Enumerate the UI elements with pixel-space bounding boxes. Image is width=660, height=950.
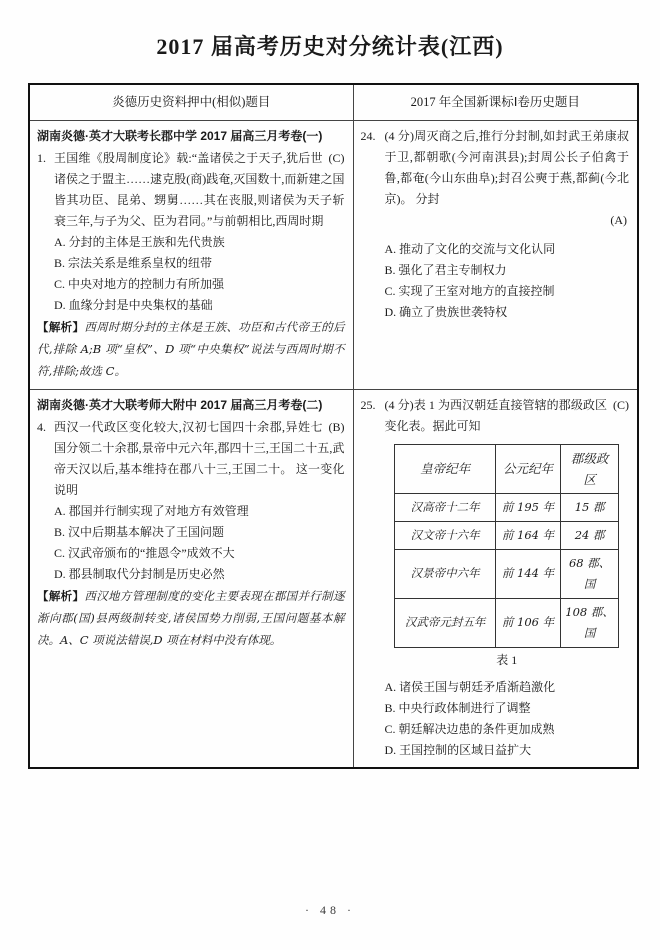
option-c: C. 实现了王室对地方的直接控制 [384,283,555,298]
inner-header-region-count: 郡级政区 [560,444,618,493]
table-cell: 前 144 年 [496,549,561,598]
analysis-label: 【解析】 [37,590,85,603]
option-b: B. 中央行政体制进行了调整 [384,700,531,715]
analysis-block [37,317,345,383]
question-text-content: (4 分)表 1 为西汉朝廷直接管辖的郡级政区变化表。据此可知 [384,397,607,433]
answer-key: (A) [610,212,627,227]
analysis-text: 西汉地方管理制度的变化主要表现在郡国并行制逐渐向郡(国)县两级制转变,诸侯国势力削弱,王国问题基本解决。A、C 项说法错误,D 项在材料中没有体现。 [37,588,345,647]
question-text-content: (4 分)周灭商之后,推行分封制,如封武王弟康叔于卫,都朝歌(今河南淇县);封周公长子伯禽于鲁,都奄(今山东曲阜);封召公奭于燕,都蓟(今北京)。 分封 [384,128,629,206]
question-body [54,148,345,316]
question-text [54,417,345,501]
question-text [385,395,630,437]
analysis-block [37,586,345,652]
option-a: A. 分封的主体是王族和先代贵族 [54,234,225,249]
answer-key: (C) [613,397,629,412]
option-b: B. 宗法关系是维系皇权的纽带 [54,255,213,270]
option-c: C. 汉武帝颁布的“推恩令”成效不大 [54,545,235,560]
option-c: C. 朝廷解决边患的条件更加成熟 [384,721,555,736]
table-cell: 汉文帝十六年 [395,521,496,549]
inner-table-row [395,493,619,521]
table-cell: 汉高帝十二年 [395,493,496,521]
table-cell: 前 164 年 [496,521,561,549]
cell-row1-left [29,120,353,389]
inner-table-row [395,521,619,549]
question-number: 1. [37,150,46,165]
option-d: D. 郡县制取代分封制是历史必然 [54,566,225,581]
question-block [361,395,630,761]
option-d: D. 确立了贵族世袭特权 [384,304,508,319]
question-text [54,148,345,232]
table-cell: 前 195 年 [496,493,561,521]
question-block [361,126,630,323]
question-text-content: 西汉一代政区变化较大,汉初七国四十余郡,异姓七国分领二十余郡,景帝中元六年,郡四十三,王国二十五,武帝天汉以后,基本维持在郡八十三,王国二十。 这一变化说明 [54,419,345,497]
table-header-row [29,84,638,120]
column-header-right: 2017 年全国新课标Ⅰ卷历史题目 [353,84,638,120]
table-cell: 汉景帝中六年 [395,549,496,598]
option-a: A. 诸侯王国与朝廷矛盾渐趋激化 [384,679,556,694]
question-block [37,148,345,316]
option-d: D. 王国控制的区域日益扩大 [384,742,532,757]
inner-table-row [395,598,619,647]
cell-row1-right [353,120,638,389]
inner-header-ce-year: 公元纪年 [496,444,561,493]
question-block [37,417,345,585]
table-cell: 68 郡、国 [560,549,618,598]
analysis-text: 西周时期分封的主体是王族、功臣和古代帝王的后代,排除 A;B 项“皇权”、D 项“中央集权”说法与西周时期不符,排除;故选 C。 [37,319,345,378]
option-b: B. 汉中后期基本解决了王国问题 [54,524,225,539]
comparison-table [28,83,639,769]
inner-table-caption: 表 1 [496,652,518,667]
page-title: 2017 届高考历史对分统计表(江西) [156,34,504,59]
option-a: A. 郡国并行制实现了对地方有效管理 [54,503,249,518]
table-row [29,120,638,389]
question-number: 4. [37,419,46,434]
inner-header-emperor-era: 皇帝纪年 [395,444,496,493]
question-body [385,126,630,323]
inner-table-row [395,549,619,598]
question-body [385,395,630,761]
table-cell: 24 郡 [560,521,618,549]
question-number: 25. [360,397,376,412]
option-a: A. 推动了文化的交流与文化认同 [384,241,556,256]
table-cell: 15 郡 [560,493,618,521]
prefecture-change-table [394,444,619,648]
option-c: C. 中央对地方的控制力有所加强 [54,276,225,291]
cell-row2-right [353,389,638,768]
answer-key: (C) [328,150,345,165]
analysis-label: 【解析】 [37,321,85,334]
question-text-content: 王国维《殷周制度论》载:“盖诸侯之于天子,犹后世诸侯之于盟主……逮克殷(商)践奄,灭国数十,而新建之国皆其功臣、昆弟、甥舅……其在丧服,则诸侯为天子斩衰三年,与子为父、臣为君同。”与前朝相比,西周时期 [54,150,345,228]
question-text [385,126,630,210]
option-d: D. 血缘分封是中央集权的基础 [54,297,213,312]
question-body [54,417,345,585]
question-number: 24. [360,128,376,143]
table-cell: 汉武帝元封五年 [395,598,496,647]
cell-row2-left [29,389,353,768]
page-number: · 48 · [305,903,355,917]
answer-key: (B) [328,419,345,434]
table-row [29,389,638,768]
inner-table-header-row [395,444,619,493]
source-exam-heading: 湖南炎德·英才大联考师大附中 2017 届高三月考卷(二) [37,397,323,412]
table-cell: 前 106 年 [496,598,561,647]
source-exam-heading: 湖南炎德·英才大联考长郡中学 2017 届高三月考卷(一) [37,128,323,143]
column-header-left: 炎德历史资料押中(相似)题目 [29,84,353,120]
option-b: B. 强化了君主专制权力 [384,262,507,277]
table-cell: 108 郡、国 [560,598,618,647]
